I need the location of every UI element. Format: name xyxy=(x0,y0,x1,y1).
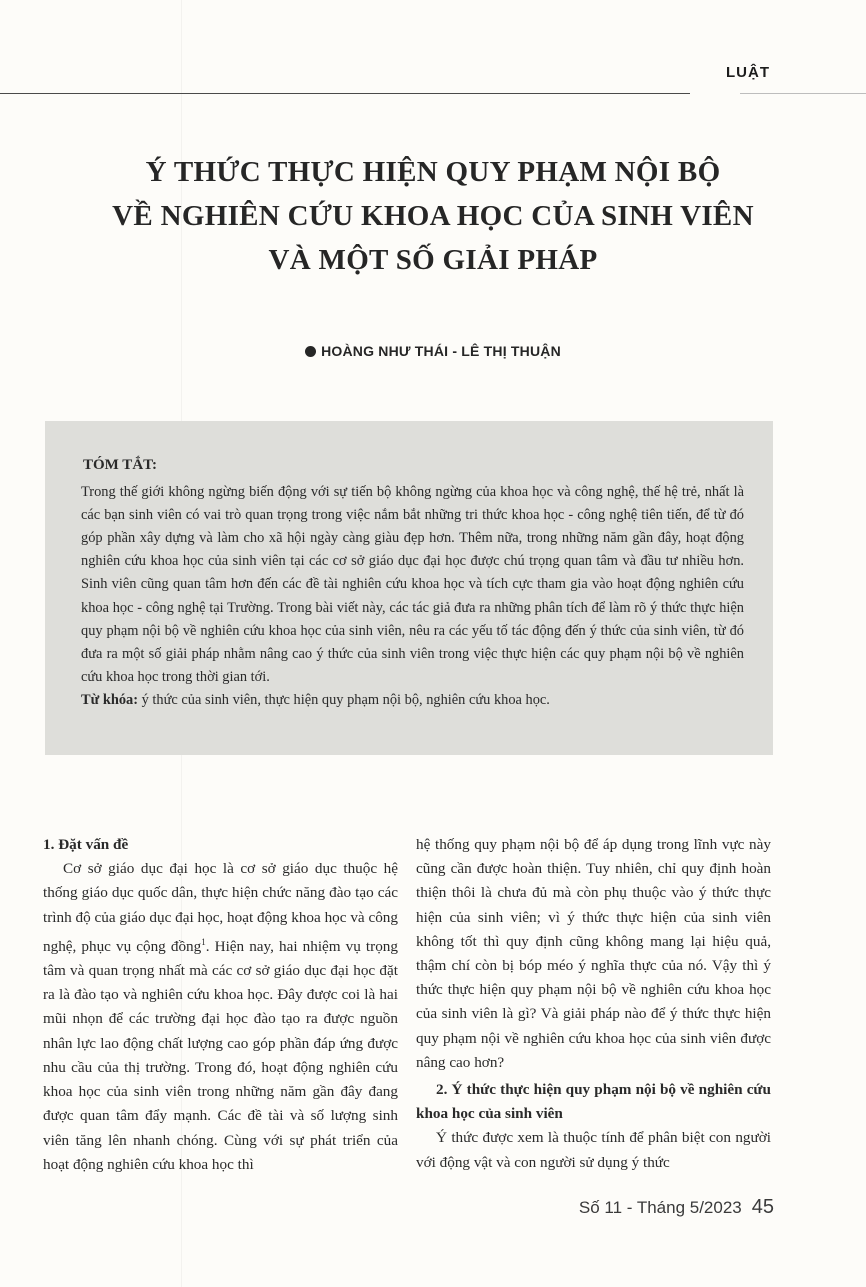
column-right xyxy=(416,833,771,1175)
paragraph-1-part-b: . Hiện nay, hai nhiệm vụ trọng tâm và quan trọng nhất mà các cơ sở giáo dục đại học đặt ra là đào tạo và nghiên cứu khoa học. Đây được coi là hai mũi nhọn để các trường đại học đào tạo ra được nguồn nhân lực lao động chất lượng cao góp phần đáp ứng được nhu cầu của thị trường. Trong đó, hoạt động nghiên cứu khoa học của sinh viên trong những năm gần đây đang được quan tâm đẩy mạnh. Các đề tài và số lượng sinh viên tăng lên nhanh chóng. Cùng với sự phát triển của hoạt động nghiên cứu khoa học thì xyxy=(43,937,398,1173)
abstract-content xyxy=(81,454,744,712)
abstract-body xyxy=(81,481,744,712)
bullet-icon xyxy=(305,346,316,357)
page-footer xyxy=(579,1196,774,1219)
title-line-3: VÀ MỘT SỐ GIẢI PHÁP xyxy=(268,244,598,276)
keywords-text: ý thức của sinh viên, thực hiện quy phạm nội bộ, nghiên cứu khoa học. xyxy=(141,691,550,708)
abstract-heading: TÓM TẮT: xyxy=(83,457,158,473)
section-2-heading: 2. Ý thức thực hiện quy phạm nội bộ về nghiên cứu khoa học của sinh viên xyxy=(416,1081,771,1123)
page-number: 45 xyxy=(751,1196,774,1218)
abstract-text: Trong thế giới không ngừng biến động với sự tiến bộ không ngừng của khoa học và công nghệ, thế hệ trẻ, nhất là các bạn sinh viên có vai trò quan trọng trong việc nắm bắt những tri thức khoa học - công nghệ tiên tiến, để từ đó góp phần xây dựng và làm cho xã hội ngày càng giàu đẹp hơn. Thêm nữa, trong những năm gần đây, hoạt động nghiên cứu khoa học của sinh viên tại các cơ sở giáo dục đại học được chú trọng quan tâm và đầu tư nhiều hơn. Sinh viên cũng quan tâm hơn đến các đề tài nghiên cứu khoa học và tích cực tham gia vào hoạt động nghiên cứu khoa học - công nghệ tại Trường. Trong bài viết này, các tác giả đưa ra những phân tích để làm rõ ý thức thực hiện quy phạm nội bộ về nghiên cứu khoa học của sinh viên, nêu ra các yếu tố tác động đến ý thức của sinh viên, từ đó đưa ra một số giải pháp nhằm nâng cao ý thức của sinh viên trong việc thực hiện các quy phạm nội bộ về nghiên cứu khoa học trong thời gian tới. xyxy=(81,484,744,685)
paragraph-3: Ý thức được xem là thuộc tính để phân biệt con người với động vật và con người sử dụng ý thức xyxy=(416,1129,771,1171)
issue-info: Số 11 - Tháng 5/2023 xyxy=(578,1198,742,1217)
title-line-2: VỀ NGHIÊN CỨU KHOA HỌC CỦA SINH VIÊN xyxy=(112,200,754,232)
article-title xyxy=(0,150,866,282)
section-1-heading: 1. Đặt vấn đề xyxy=(43,836,129,853)
title-line-1: Ý THỨC THỰC HIỆN QUY PHẠM NỘI BỘ xyxy=(145,156,721,188)
authors: HOÀNG NHƯ THÁI - LÊ THỊ THUẬN xyxy=(321,343,561,359)
abstract-box xyxy=(45,421,773,755)
header-rule-right xyxy=(740,93,866,94)
header-rule xyxy=(0,93,690,94)
paragraph-1 xyxy=(43,857,398,1177)
paragraph-2: hệ thống quy phạm nội bộ để áp dụng trong lĩnh vực này cũng cần được hoàn thiện. Tuy nhiên, chỉ quy định hoàn thiện thôi là chưa đủ mà còn phụ thuộc vào ý thức thực hiện của sinh viên; vì ý thức thực hiện của sinh viên không tốt thì quy định cũng không mang lại hiệu quả, thậm chí còn bị bóp méo ý nghĩa thực của nó. Vậy thì ý thức thực hiện quy phạm nội bộ về nghiên cứu khoa học của sinh viên là gì? Và giải pháp nào để ý thức thực hiện quy phạm nội về nghiên cứu khoa học của sinh viên được nâng cao hơn? xyxy=(416,836,771,1071)
paragraph-1-part-a: Cơ sở giáo dục đại học là cơ sở giáo dục thuộc hệ thống giáo dục quốc dân, thực hiện chức năng đào tạo các trình độ của giáo dục đại học, hoạt động khoa học và công nghệ, phục vụ cộng đồng xyxy=(43,860,398,955)
footnote-mark: 1 xyxy=(201,936,206,947)
author-line xyxy=(0,343,866,359)
keywords-label: Từ khóa: xyxy=(81,691,139,708)
column-left xyxy=(43,833,398,1177)
section-label: LUẬT xyxy=(726,64,770,81)
keywords xyxy=(81,689,744,712)
